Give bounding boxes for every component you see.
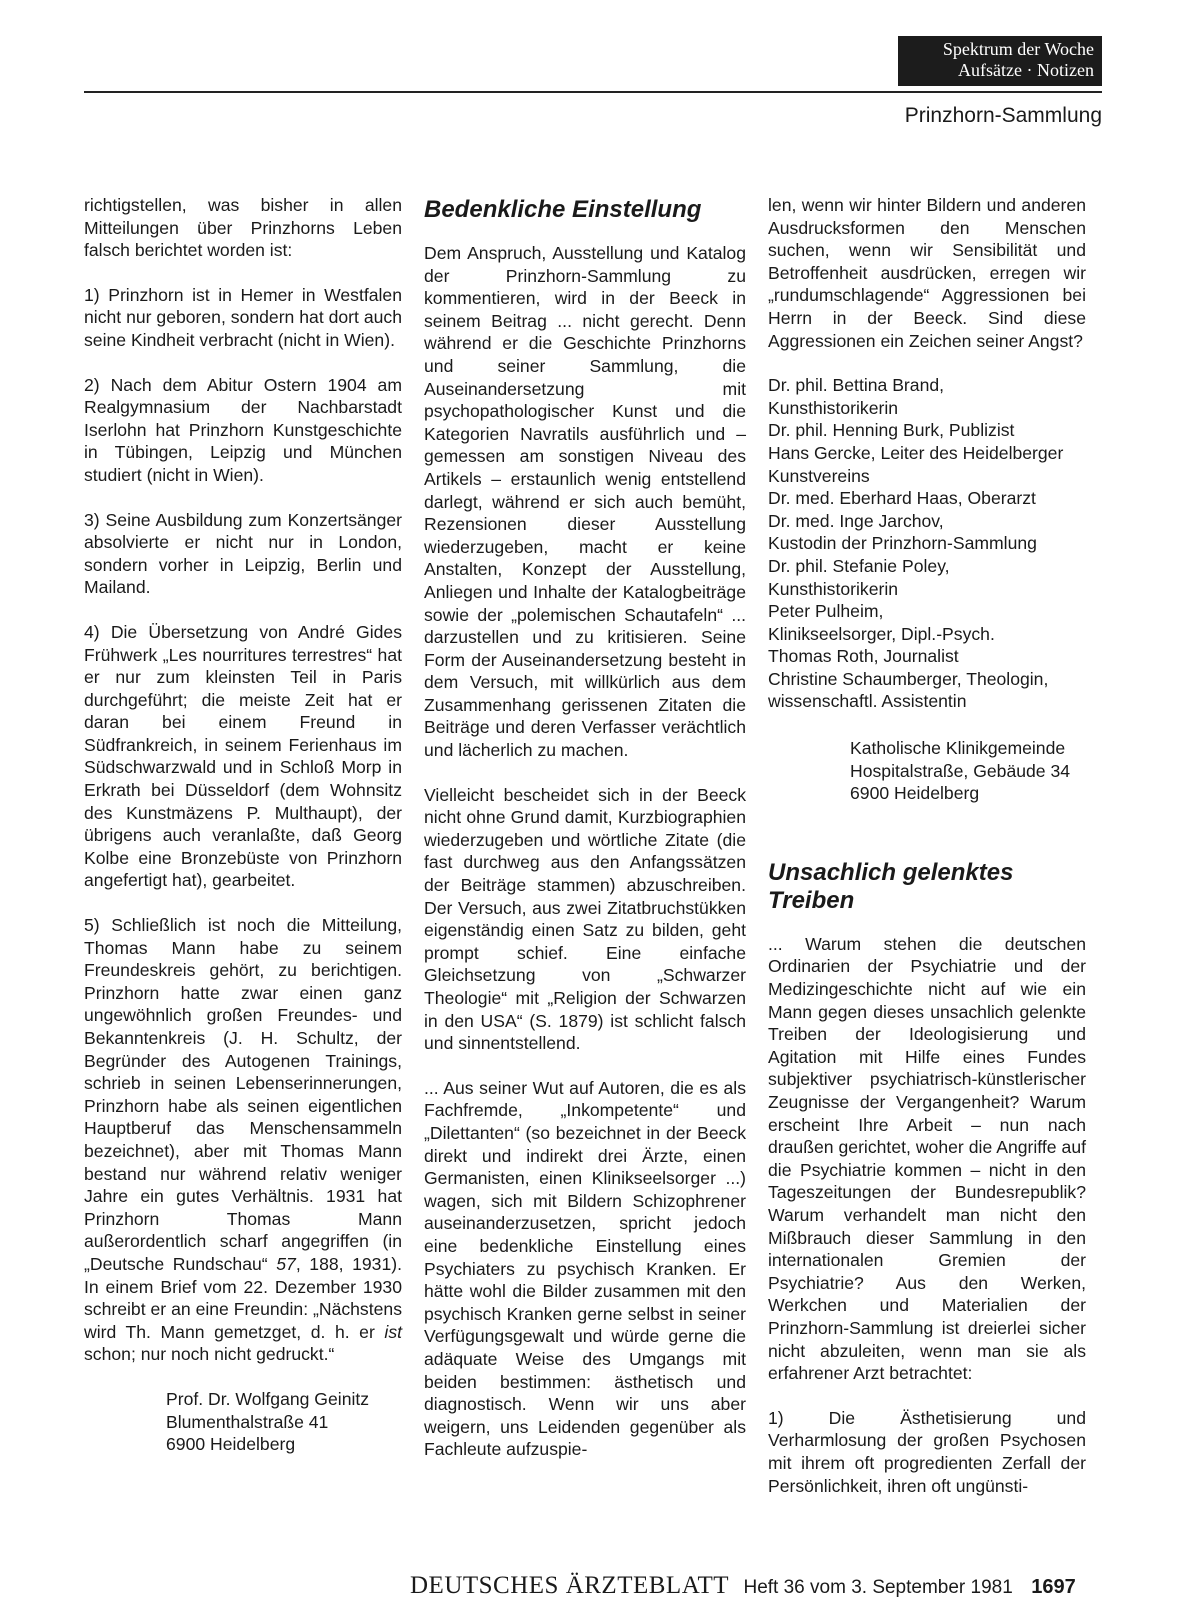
paragraph: 1) Prinzhorn ist in Hemer in Westfalen nicht nur geboren, sondern hat dort auch seine Kindheit verbracht (nicht in Wien). <box>84 284 402 350</box>
issue-info: Heft 36 vom 3. September 1981 <box>743 1577 1013 1598</box>
text-run: , 188, 1931). In einem Brief vom 22. Dezember 1930 schreibt er an eine Freundin: „Nächstens wird Th. Mann gemetzget, d. h. er <box>84 1253 402 1342</box>
article-heading: Bedenkliche Einstellung <box>424 196 702 223</box>
author-line: Hans Gercke, Leiter des Heidelberger Kunstvereins <box>768 442 1064 486</box>
paragraph: ... Warum stehen die deutschen Ordinarien der Psychiatrie und der Medizingeschichte nicht auf wie ein Mann gegen dieses unsachlich gelenkte Treiben der Ideologisierung und Agitation mit Hilfe eines Fundes subjektiver psychiatrisch-künstlerischer Zeugnisse der Vergangenheit? Warum erscheint Ihre Arbeit – nun nach draußen gerichtet, woher die Angriffe auf die Psychiatrie kommen – nicht in den Tageszeitungen der Bundesrepublik? Warum verhandelt man nicht den Mißbrauch dieser Sammlung in den internationalen Gremien der Psychiatrie? Aus den Werken, Werkchen und Materialien der Prinzhorn-Sammlung ist dreierlei sicher nicht abzuleiten, wenn man sie als erfahrener Arzt betrachtet: <box>768 933 1086 1384</box>
paragraph: len, wenn wir hinter Bildern und anderen Ausdrucksformen den Menschen suchen, wenn wir Sensibilität und Betroffenheit ausdrücken, erregen wir „rundumschlagende“ Aggressionen bei Herrn in der Beeck. Sind diese Aggressionen ein Zeichen seiner Angst? <box>768 195 1086 351</box>
publication-name: DEUTSCHES ÄRZTEBLATT <box>410 1572 730 1599</box>
signature-name: Prof. Dr. Wolfgang Geinitz <box>166 1388 370 1409</box>
author-line: Dr. med. Inge Jarchov, <box>768 510 944 531</box>
author-line: Kustodin der Prinzhorn-Sammlung <box>768 533 1037 554</box>
author-line: Christine Schaumberger, Theologin, <box>768 668 1049 689</box>
text-run: schon; nur noch nicht gedruckt.“ <box>84 1344 335 1365</box>
paragraph <box>84 914 402 1366</box>
signature-street: Blumenthalstraße 41 <box>166 1411 329 1432</box>
emphasis: ist <box>384 1321 402 1342</box>
page-number: 1697 <box>1031 1576 1076 1598</box>
paragraph: 1) Die Ästhetisierung und Verharmlosung der großen Psychosen mit ihrem oft progredienten Zerfall der Persönlichkeit, ihren oft ungünsti- <box>768 1407 1086 1496</box>
header-rule <box>84 91 1102 93</box>
badge-line-2: Aufsätze · Notizen <box>958 60 1094 80</box>
paragraph: 4) Die Übersetzung von André Gides Frühwerk „Les nourritures terrestres“ hat er nur zum kleinsten Teil in Paris durchgeführt; die meiste Zeit hat er daran bei einem Freund in Südfrankreich, in seinem Ferienhaus im Südschwarzwald und in Schloß Morp in Erkrath bei Düsseldorf (dem Wohnsitz des Kunstmäzens P. Multhaupt), der übrigens auch veranlaßte, daß Georg Kolbe eine Bronzebüste von Prinzhorn angefertigt hat), gearbeitet. <box>84 621 402 891</box>
section-label: Prinzhorn-Sammlung <box>904 104 1102 127</box>
paragraph: Vielleicht bescheidet sich in der Beeck nicht ohne Grund damit, Kurzbiographien wiederzugeben und wörtliche Zitate (die fast durchweg aus den Anfangssätzen der Beiträge stammen) abzuschreiben. Der Versuch, aus zwei Zitatbruchstükken eigenständig einen Satz zu bilden, geht prompt schief. Eine einfache Gleichsetzung von „Schwarzer Theologie“ mit „Religion der Schwarzen in den USA“ (S. 1879) ist schlicht falsch und sinnentstellend. <box>424 784 746 1054</box>
address-block <box>850 737 1086 805</box>
address-line: Katholische Klinikgemeinde <box>850 738 1066 759</box>
author-line: Klinikseelsorger, Dipl.-Psych. <box>768 623 995 644</box>
page-footer <box>410 1572 1076 1600</box>
address-line: Hospitalstraße, Gebäude 34 <box>850 760 1071 781</box>
paragraph: Dem Anspruch, Ausstellung und Katalog der Prinzhorn-Sammlung zu kommentieren, wird in der Beeck in seinem Beitrag ... nicht gerecht. Denn während er die Geschichte Prinzhorns und seiner Sammlung, die Auseinandersetzung mit psychopathologischer Kunst und die Kategorien Navratils ausführlich und – gemessen am sonstigen Niveau des Artikels – erstaunlich wenig entstellend darlegt, während er sich auch bemüht, Rezensionen dieser Ausstellung wiederzugeben, macht er keine Anstalten, Konzept der Ausstellung, Anliegen und Inhalte der Katalogbeiträge sowie der „polemischen Schautafeln“ ... darzustellen und zu kritisieren. Seine Form der Auseinandersetzung besteht in dem Versuch, mit willkürlich aus dem Zusammenhang gerissenen Zitaten die Beiträge und deren Verfasser verächtlich und lächerlich zu machen. <box>424 243 746 761</box>
signature-city: 6900 Heidelberg <box>166 1434 296 1455</box>
author-line: Kunsthistorikerin <box>768 397 899 418</box>
author-line: Dr. phil. Henning Burk, Publizist <box>768 420 1015 441</box>
author-line: Dr. med. Eberhard Haas, Oberarzt <box>768 488 1036 509</box>
address-line: 6900 Heidelberg <box>850 783 980 804</box>
author-line: Kunsthistorikerin <box>768 578 899 599</box>
author-line: Thomas Roth, Journalist <box>768 646 959 667</box>
paragraph: 3) Seine Ausbildung zum Konzertsänger absolvierte er nicht nur in London, sondern vorher in Leipzig, Berlin und Mailand. <box>84 509 402 598</box>
badge-line-1: Spektrum der Woche <box>942 39 1094 59</box>
column-2 <box>424 194 746 1483</box>
author-line: Dr. phil. Bettina Brand, <box>768 375 945 396</box>
author-line: Peter Pulheim, <box>768 601 884 622</box>
column-3 <box>768 194 1086 1519</box>
author-line: wissenschaftl. Assistentin <box>768 691 967 712</box>
volume-number: 57 <box>276 1253 296 1274</box>
paragraph: 2) Nach dem Abitur Ostern 1904 am Realgymnasium der Nachbarstadt Iserlohn hat Prinzhorn Kunstgeschichte in Tübingen, Leipzig und München studiert (nicht in Wien). <box>84 374 402 485</box>
signature-block <box>166 1388 402 1456</box>
section-badge <box>898 36 1102 86</box>
paragraph: ... Aus seiner Wut auf Autoren, die es als Fachfremde, „Inkompetente“ und „Dilettanten“ (so bezeichnet in der Beeck direkt und indirekt drei Ärzte, einen Germanisten, einen Klinikseelsorger ...) wagen, sich mit Bildern Schizophrener auseinanderzusetzen, spricht jedoch eine bedenkliche Einstellung eines Psychiaters zu psychisch Kranken. Er hätte wohl die Bilder zusammen mit den psychisch Kranken gerne selbst in seiner Verfügungsgewalt und würde gerne die adäquate Weise des Umgangs mit beiden bestimmen: ästhetisch und diagnostisch. Wenn wir uns aber weigern, uns Leidenden gegenüber als Fachleute aufzuspie- <box>424 1077 746 1460</box>
author-list <box>768 374 1086 713</box>
column-1 <box>84 194 402 1456</box>
article-heading: Unsachlich gelenktes Treiben <box>768 858 1014 914</box>
paragraph: richtigstellen, was bisher in allen Mitteilungen über Prinzhorns Leben falsch berichtet worden ist: <box>84 195 402 261</box>
text-run: 5) Schließlich ist noch die Mitteilung, Thomas Mann habe zu seinem Freundeskreis gehört, zu berichtigen. Prinzhorn hatte zwar einen ganz ungewöhnlich großen Freundes- und Bekanntenkreis (J. H. Schultz, der Begründer des Autogenen Trainings, schrieb in seinen Lebenserinnerungen, Prinzhorn habe als seinen eigentlichen Hauptberuf das Menschensammeln bezeichnet), aber mit Thomas Mann bestand nur während relativ weniger Jahre ein gutes Verhältnis. 1931 hat Prinzhorn Thomas Mann außerordentlich scharf angegriffen (in „Deutsche Rundschau“ <box>84 915 402 1274</box>
author-line: Dr. phil. Stefanie Poley, <box>768 555 950 576</box>
